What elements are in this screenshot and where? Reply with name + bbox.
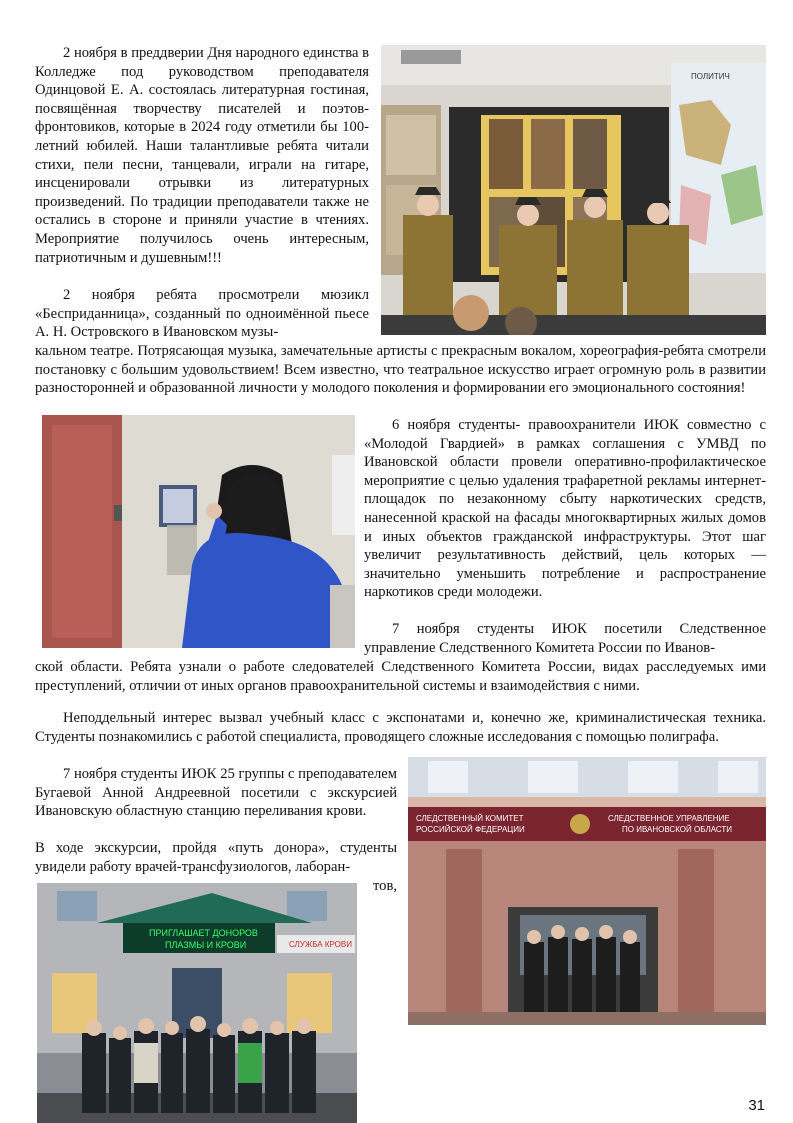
blood-service-label: СЛУЖБА КРОВИ — [289, 940, 352, 949]
paragraph-investigative-start: 7 ноября студенты ИЮК посетили Следственное управление Следственного Комитета России по Иванов- — [364, 621, 766, 656]
paragraph-musical-continued: кальном театре. Потрясающая музыка, замечательные артисты с прекрасным вокалом, хореография-ребята смотрели постановку с большим удовольствием! Всем известно, что театральное искусство играет огромную роль в развитии разносторонней и образованной личности у молодого поколения и формировании его эмоционального состояния! — [35, 343, 766, 397]
photo-blood-station — [37, 883, 357, 1123]
paragraph-stencil-removal: 6 ноября студенты- правоохранители ИЮК совместно с «Молодой Гвардией» в рамках соглашения с УМВД по Ивановской области провели оперативно-профилактическое мероприятие с целью удаления трафаретной рекламы интернет-площадок по незаконному сбыту наркотических средств, нанесенной краской на фасады многоквартирных жилых домов и иных объектов гражданской инфраструктуры. Этот шаг увеличит результативность действий, цель которых — значительно уменьшить потребление и распространение наркотиков среди молодежи. — [364, 417, 766, 601]
sk-sign-left-line1: СЛЕДСТВЕННЫЙ КОМИТЕТ — [416, 814, 524, 823]
sk-sign-right-line2: ПО ИВАНОВСКОЙ ОБЛАСТИ — [622, 825, 732, 834]
paragraph-polygraph: Неподдельный интерес вызвал учебный класс с экспонатами и, конечно же, криминалистическая техника. Студенты познакомились с работой специалиста, проводящего сложные исследования с помощью полиграфа. — [35, 710, 766, 745]
paragraph-donor-path: В ходе экскурсии, пройдя «путь донора», студенты увидели работу врачей-трансфузиологов, лаборан- — [35, 840, 397, 875]
paragraph-donor-path-end: тов, — [372, 878, 397, 894]
photo-stencil-removal — [42, 415, 355, 648]
map-banner-text: ПОЛИТИЧ — [691, 72, 730, 81]
photo-investigative-committee — [408, 757, 766, 1025]
paragraph-musical-start: 2 ноября ребята просмотрели мюзикл «Бесприданница», созданный по одноимённой пьесе А. Н. Островского в Ивановском музы- — [35, 287, 369, 341]
sk-sign-right-line1: СЛЕДСТВЕННОЕ УПРАВЛЕНИЕ — [608, 814, 730, 823]
paragraph-blood-station: 7 ноября студенты ИЮК 25 группы с преподавателем Бугаевой Анной Андреевной посетили с экскурсией Ивановскую областную станцию переливания крови. — [35, 766, 397, 820]
photo-literary-lounge — [381, 45, 766, 335]
paragraph-literary-lounge: 2 ноября в преддверии Дня народного единства в Колледже под руководством преподавателя Одинцовой Е. А. состоялась литературная гостиная, посвящённая творчеству писателей и поэтов- фронтовиков, которые в 2024 году отметили бы 100-летний юбилей. Наши талантливые ребята читали стихи, пели песни, танцевали, играли на гитаре, инсценировали отрывки из литературных произведений. По традиции преподаватели также не остались в стороне и приняли участие в чтениях. Мероприятие получилось очень интересным, патриотичным и душевным!!! — [35, 45, 369, 266]
paragraph-investigative-continued: ской области. Ребята узнали о работе следователей Следственного Комитета России, видах расследуемых ими преступлений, отличии от иных органов правоохранительной системы и взаимодействия с ними. — [35, 659, 766, 694]
blood-sign-line1: ПРИГЛАШАЕТ ДОНОРОВ — [149, 928, 258, 938]
blood-sign-line2: ПЛАЗМЫ И КРОВИ — [165, 940, 247, 950]
sk-sign-left-line2: РОССИЙСКОЙ ФЕДЕРАЦИИ — [416, 825, 525, 834]
page-number: 31 — [748, 1097, 765, 1114]
